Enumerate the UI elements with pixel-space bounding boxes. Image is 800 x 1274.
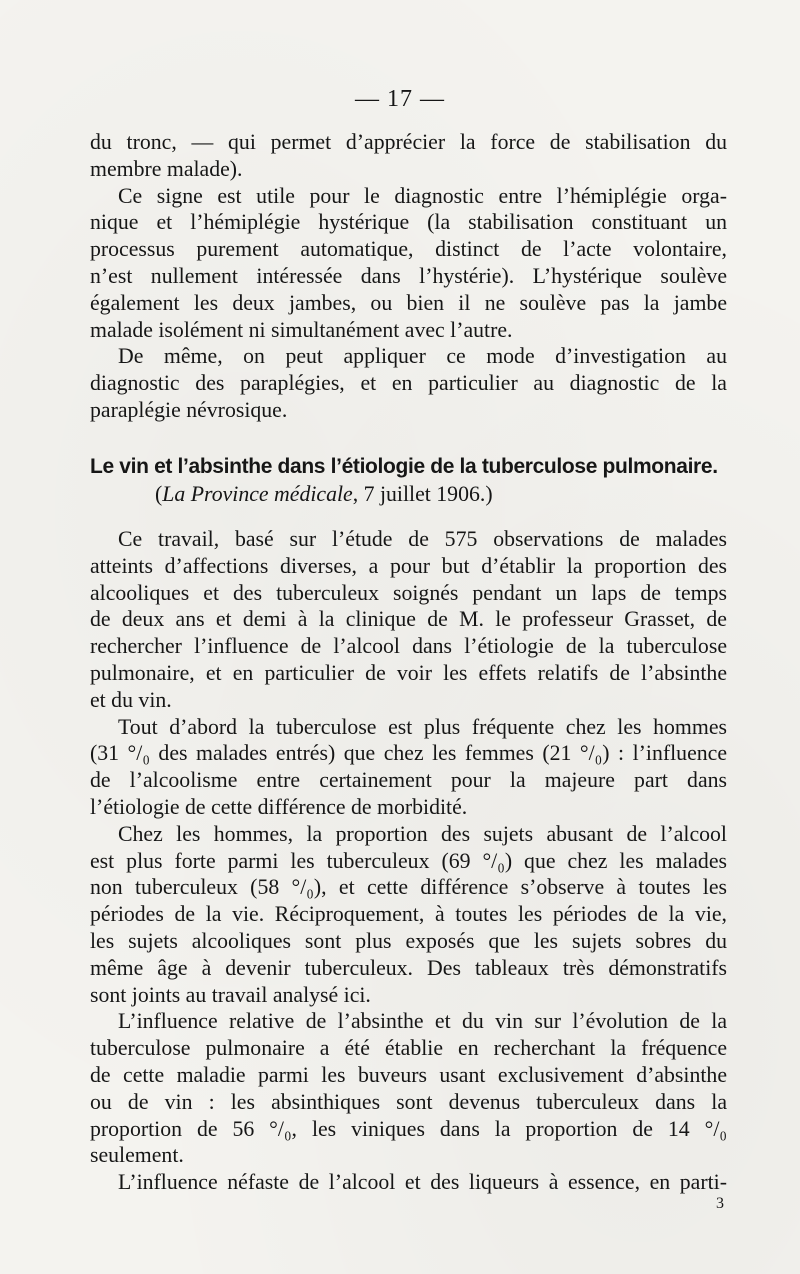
text-line: Ce signe est utile pour le diagnostic entre l’hémiplégie orga- — [118, 183, 727, 208]
text-block-bottom — [90, 526, 727, 1196]
text-line: L’influence relative de l’absinthe et du vin sur l’évolution de la — [118, 1009, 727, 1034]
text-line: tuberculose pulmonaire a été établie en recherchant la fréquence — [90, 1036, 727, 1061]
text-line: l’étiologie de cette différence de morbidité. — [90, 794, 468, 819]
text-line: seulement. — [90, 1143, 184, 1168]
text-line: également les deux jambes, ou bien il ne soulève pas la jambe — [90, 290, 727, 315]
text-line: est plus forte parmi les tuberculeux (69 °/₀) que chez les malades — [90, 848, 727, 873]
text-line: pulmonaire, et en particulier de voir les effets relatifs de l’absinthe — [90, 660, 727, 685]
page-number: — 17 — — [355, 86, 445, 112]
text-line: ou de vin : les absinthiques sont devenus tuberculeux dans la — [90, 1089, 727, 1114]
text-line: malade isolément ni simultanément avec l’autre. — [90, 317, 513, 342]
text-line: (31 °/₀ des malades entrés) que chez les femmes (21 °/₀) : l’influence — [90, 741, 727, 766]
text-line: paraplégie névrosique. — [90, 397, 288, 422]
text-line: du tronc, — qui permet d’apprécier la force de stabilisation du — [90, 130, 727, 154]
text-line: atteints d’affections diverses, a pour but d’établir la proportion des — [90, 553, 727, 578]
text-line: et du vin. — [90, 687, 172, 712]
text-line: périodes de la vie. Réciproquement, à toutes les périodes de la vie, — [90, 902, 727, 927]
text-line: L’influence néfaste de l’alcool et des liqueurs à essence, en parti- — [118, 1170, 727, 1195]
text-line: Ce travail, basé sur l’étude de 575 observations de malades — [118, 527, 727, 551]
text-line: rechercher l’influence de l’alcool dans l’étiologie de la tuberculose — [90, 634, 727, 659]
text-line: n’est nullement intéressée dans l’hystérie). L’hystérique soulève — [90, 263, 727, 288]
text-line: non tuberculeux (58 °/₀), et cette différence s’observe à toutes les — [90, 875, 727, 900]
citation-date: , 7 juillet 1906.) — [352, 482, 493, 506]
text-line: diagnostic des paraplégies, et en particulier au diagnostic de la — [90, 371, 727, 396]
text-line: de l’alcoolisme entre certainement pour la majeure part dans — [90, 768, 727, 793]
text-line: proportion de 56 °/₀, les viniques dans la proportion de 14 °/₀ — [90, 1116, 727, 1141]
text-line: les sujets alcooliques sont plus exposés que les sujets sobres du — [90, 928, 727, 953]
text-line: de deux ans et demi à la clinique de M. le professeur Grasset, de — [90, 607, 727, 632]
citation-journal: La Province médicale — [162, 482, 353, 506]
signature-mark: 3 — [716, 1195, 724, 1212]
text-line: membre malade). — [90, 156, 243, 181]
citation — [0, 482, 800, 507]
text-line: nique et l’hémiplégie hystérique (la stabilisation constituant un — [90, 210, 727, 235]
text-line: De même, on peut appliquer ce mode d’investigation au — [118, 344, 727, 369]
text-line: de cette maladie parmi les buveurs usant exclusivement d’absinthe — [90, 1062, 727, 1087]
citation-open: ( — [155, 482, 163, 506]
section-title: Le vin et l’absinthe dans l’étiologie de la tuberculose pulmonaire. — [90, 455, 718, 478]
text-line: processus purement automatique, distinct de l’acte volontaire, — [90, 237, 727, 262]
text-line: Tout d’abord la tuberculose est plus fréquente chez les hommes — [118, 714, 727, 739]
text-line: même âge à devenir tuberculeux. Des tableaux très démonstratifs — [90, 955, 727, 980]
text-line: alcooliques et des tuberculeux soignés pendant un laps de temps — [90, 580, 727, 605]
text-line: sont joints au travail analysé ici. — [90, 982, 371, 1007]
text-line: Chez les hommes, la proportion des sujets abusant de l’alcool — [118, 821, 727, 846]
text-block-top — [90, 129, 727, 424]
